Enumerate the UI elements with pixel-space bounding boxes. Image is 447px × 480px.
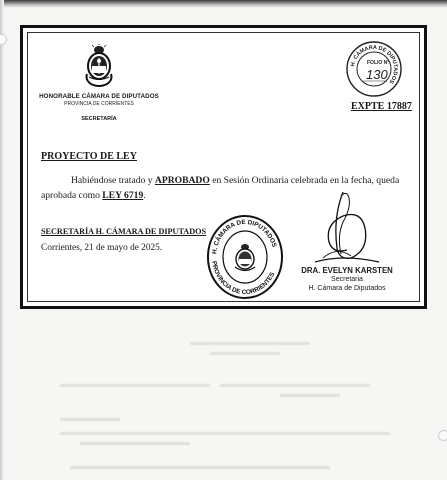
scan-edge-top [0, 0, 447, 8]
signer-name: DRA. EVELYN KARSTEN [301, 266, 393, 275]
body-part-2: en Sesión Ordinaria celebrada en la fecha, queda aprobada como [41, 175, 400, 201]
binder-hole-top [0, 34, 7, 45]
folio-stamp-icon [345, 40, 403, 98]
body-part-1: Habiéndose tratado y [71, 175, 155, 186]
org-secretaria: SECRETARÍA [81, 116, 117, 122]
page-title: PROYECTO DE LEY [41, 151, 137, 162]
org-province: PROVINCIA DE CORRIENTES [64, 101, 134, 107]
seal-ring-top: H. CÁMARA DE DIPUTADOS [211, 218, 278, 255]
binder-hole-bottom [438, 430, 447, 441]
expediente-number: EXPTE 17887 [351, 101, 412, 112]
place-date: Corrientes, 21 de mayo de 2025. [41, 243, 163, 253]
seal-ring-bottom: PROVINCIA DE CORRIENTES [210, 260, 277, 297]
signer-role: Secretaria [331, 276, 363, 283]
signer-department: H. Cámara de Diputados [308, 285, 386, 292]
secretaria-label: SECRETARÍA H. CÁMARA DE DIPUTADOS [41, 227, 207, 236]
folio-stamp-number: 130 [366, 67, 388, 82]
law-number: LEY 6719 [102, 190, 144, 201]
bleed-through-text [20, 320, 427, 480]
scan-edge-left [0, 0, 4, 480]
folio-stamp-label: FOLIO N° [367, 60, 390, 66]
certificate-frame [20, 25, 427, 309]
folio-stamp-ring-text: H. CÁMARA DE DIPUTADOS [350, 44, 399, 85]
org-name: HONORABLE CÁMARA DE DIPUTADOS [39, 93, 159, 100]
body-approved: APROBADO [154, 175, 210, 186]
official-seal-icon [206, 214, 284, 300]
handwritten-signature [303, 188, 383, 266]
body-part-3: . [143, 190, 146, 201]
coat-of-arms-icon [83, 44, 115, 88]
